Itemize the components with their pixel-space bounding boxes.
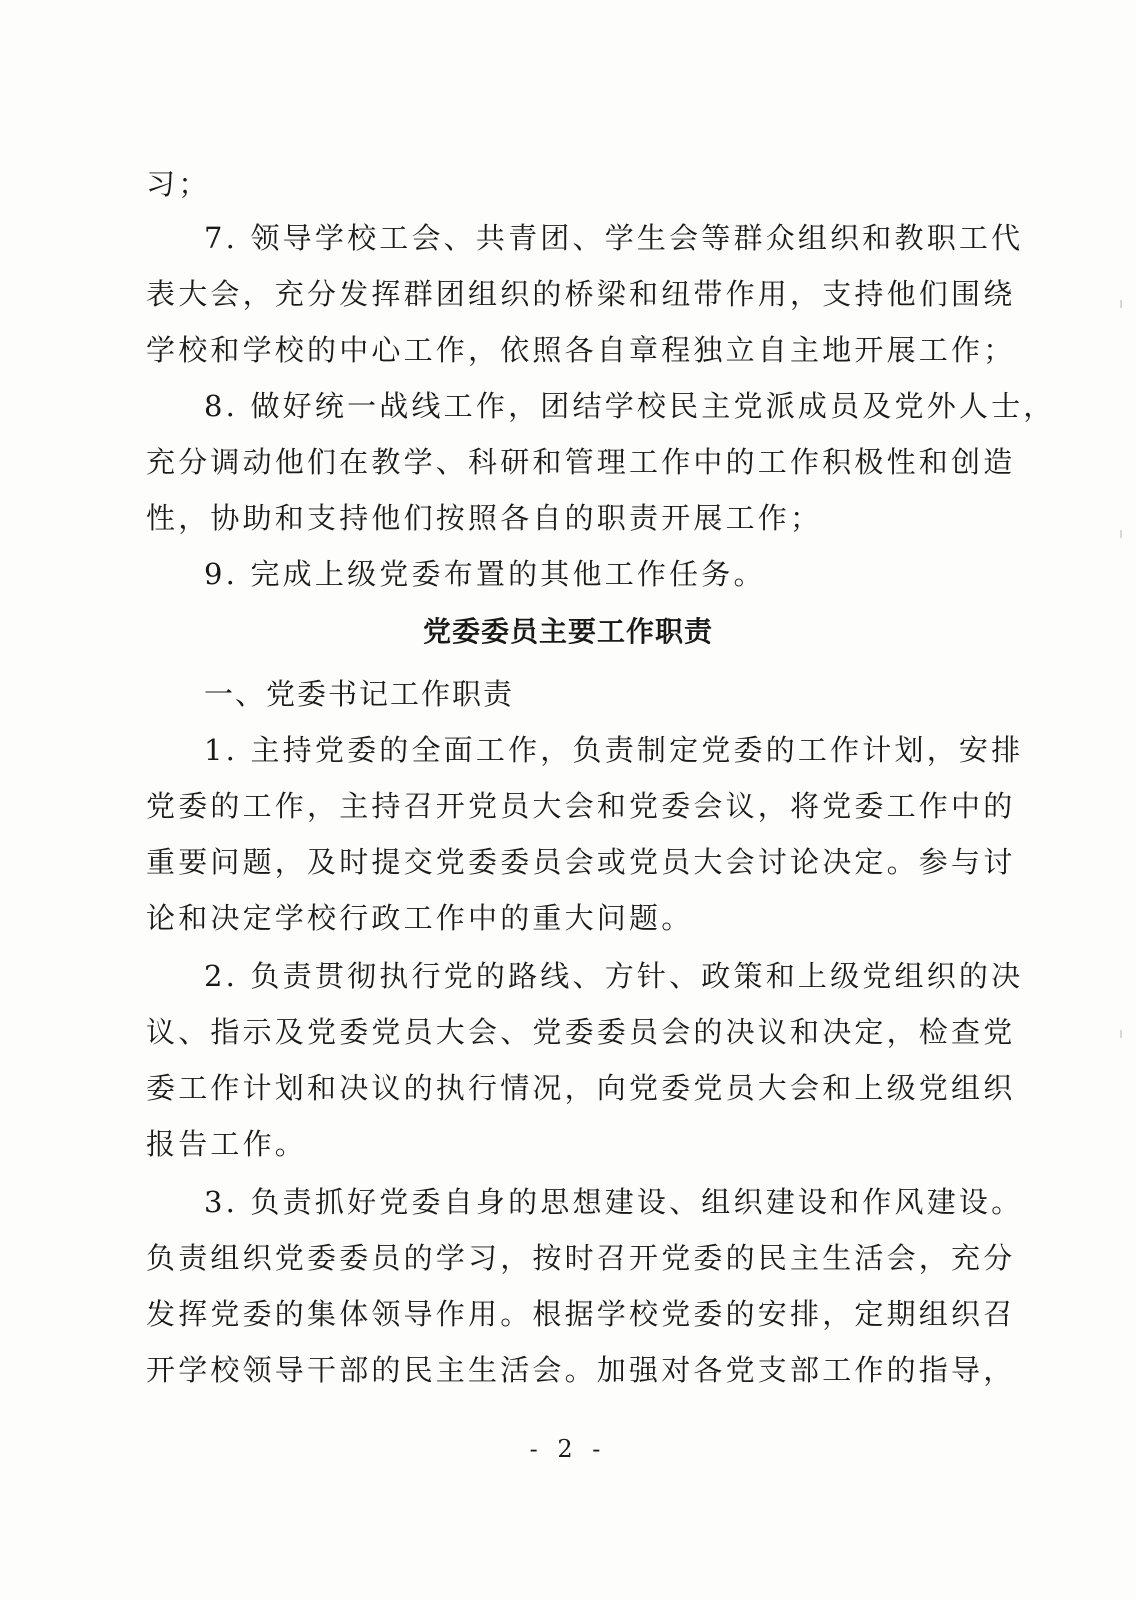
duty-3-line-3: 发挥党委的集体领导作用。根据学校党委的安排，定期组织召 [146,1297,1016,1331]
scan-margin-mark [1120,300,1122,308]
duty-2-line-4: 报告工作。 [146,1127,308,1161]
item-8-line-2: 充分调动他们在教学、科研和管理工作中的工作积极性和创造 [146,445,1016,479]
scan-margin-mark [1120,1030,1122,1038]
duty-1-line-3: 重要问题，及时提交党委委员会或党员大会讨论决定。参与讨 [146,845,1016,879]
item-9-line-1: 9. 完成上级党委布置的其他工作任务。 [204,557,766,591]
duty-3-line-1: 3. 负责抓好党委自身的思想建设、组织建设和作风建设。 [204,1185,1024,1219]
section-heading: 党委委员主要工作职责 [422,615,713,648]
page-number: - 2 - [529,1435,607,1463]
item-8-line-1: 8. 做好统一战线工作，团结学校民主党派成员及党外人士， [204,389,1056,423]
duty-1-line-1: 1. 主持党委的全面工作，负责制定党委的工作计划，安排 [204,733,1024,767]
item-7-line-3: 学校和学校的中心工作，依照各自章程独立自主地开展工作； [146,333,1016,367]
text-line-continuation: 习； [146,167,211,201]
item-7-line-2: 表大会，充分发挥群团组织的桥梁和纽带作用，支持他们围绕 [146,277,1016,311]
duty-2-line-1: 2. 负责贯彻执行党的路线、方针、政策和上级党组织的决 [204,959,1024,993]
duty-1-line-2: 党委的工作，主持召开党员大会和党委会议，将党委工作中的 [146,789,1016,823]
item-8-line-3: 性，协助和支持他们按照各自的职责开展工作； [146,501,823,535]
duty-3-line-4: 开学校领导干部的民主生活会。加强对各党支部工作的指导， [146,1353,1016,1387]
subsection-title: 一、党委书记工作职责 [204,677,515,711]
item-7-line-1: 7. 领导学校工会、共青团、学生会等群众组织和教职工代 [204,221,1024,255]
duty-3-line-2: 负责组织党委委员的学习，按时召开党委的民主生活会，充分 [146,1241,1016,1275]
duty-2-line-2: 议、指示及党委党员大会、党委委员会的决议和决定，检查党 [146,1015,1016,1049]
duty-2-line-3: 委工作计划和决议的执行情况，向党委党员大会和上级党组织 [146,1071,1016,1105]
duty-1-line-4: 论和决定学校行政工作中的重大问题。 [146,901,694,935]
scan-margin-mark [1120,530,1122,538]
